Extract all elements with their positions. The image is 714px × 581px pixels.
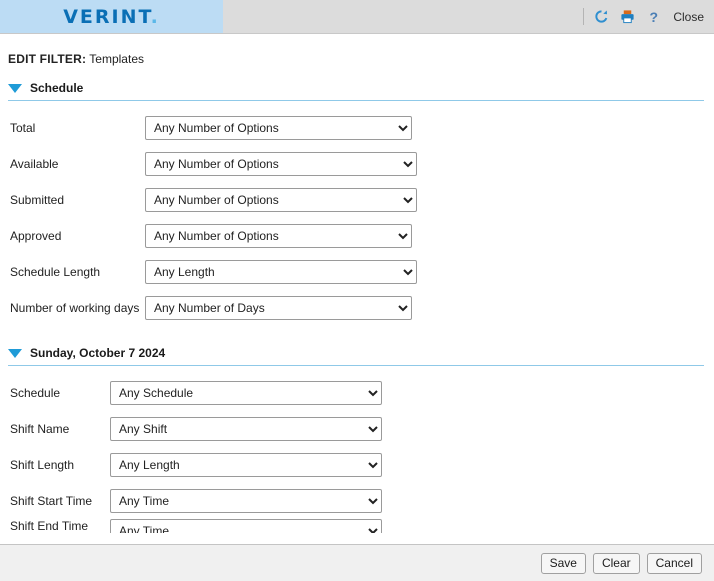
schedule-section-header[interactable] xyxy=(0,81,714,95)
shift-end-time-select[interactable] xyxy=(110,519,382,533)
field-row xyxy=(0,254,714,290)
logo-dot: . xyxy=(150,5,160,28)
day-section-header[interactable] xyxy=(0,346,714,360)
field-label: Schedule xyxy=(10,386,61,400)
schedule-length-select[interactable] xyxy=(145,260,417,284)
field-row xyxy=(0,218,714,254)
field-label: Approved xyxy=(10,229,62,243)
help-icon[interactable]: ? xyxy=(649,8,659,25)
field-label: Available xyxy=(10,157,59,171)
field-row xyxy=(0,110,714,146)
field-label: Shift End Time xyxy=(10,519,89,533)
field-label: Submitted xyxy=(10,193,65,207)
field-label: Shift Name xyxy=(10,422,70,436)
filter-panel xyxy=(0,34,714,545)
field-label: Total xyxy=(10,121,36,135)
approved-select[interactable] xyxy=(145,224,412,248)
cancel-button[interactable]: Cancel xyxy=(647,553,702,574)
edit-filter-header xyxy=(0,34,714,66)
brand-tab xyxy=(0,0,223,33)
field-label: Shift Length xyxy=(10,458,75,472)
refresh-icon[interactable] xyxy=(593,8,610,25)
clear-button[interactable]: Clear xyxy=(593,553,640,574)
title-bar xyxy=(0,0,714,34)
schedule-fields xyxy=(0,101,714,326)
save-button[interactable]: Save xyxy=(541,553,586,574)
field-row xyxy=(0,447,714,483)
triangle-down-icon[interactable] xyxy=(8,84,22,93)
field-row xyxy=(0,411,714,447)
available-select[interactable] xyxy=(145,152,417,176)
shift-name-select[interactable] xyxy=(110,417,382,441)
title-bar-actions xyxy=(583,0,714,33)
working-days-select[interactable] xyxy=(145,296,412,320)
field-row xyxy=(0,290,714,326)
field-label: Schedule Length xyxy=(10,265,101,279)
submitted-select[interactable] xyxy=(145,188,417,212)
day-fields xyxy=(0,366,714,533)
field-row xyxy=(0,146,714,182)
field-row xyxy=(0,483,714,519)
day-schedule-select[interactable] xyxy=(110,381,382,405)
edit-filter-label: EDIT FILTER: xyxy=(8,52,87,66)
logo-text: VERINT xyxy=(63,5,151,28)
total-select[interactable] xyxy=(145,116,412,140)
schedule-section-title: Schedule xyxy=(30,81,84,95)
print-icon[interactable] xyxy=(619,8,636,25)
field-row xyxy=(0,519,714,533)
verint-logo xyxy=(63,6,160,28)
field-label: Shift Start Time xyxy=(10,494,93,508)
field-row xyxy=(0,375,714,411)
edit-filter-value: Templates xyxy=(89,52,144,66)
field-row xyxy=(0,182,714,218)
field-label: Number of working days xyxy=(10,301,140,315)
shift-length-select[interactable] xyxy=(110,453,382,477)
day-section-title: Sunday, October 7 2024 xyxy=(30,346,166,360)
divider xyxy=(583,8,584,25)
triangle-down-icon[interactable] xyxy=(8,349,22,358)
schedule-section xyxy=(0,81,714,326)
shift-start-time-select[interactable] xyxy=(110,489,382,513)
close-button[interactable]: Close xyxy=(673,9,704,24)
footer-actions xyxy=(0,544,714,581)
day-section xyxy=(0,346,714,533)
